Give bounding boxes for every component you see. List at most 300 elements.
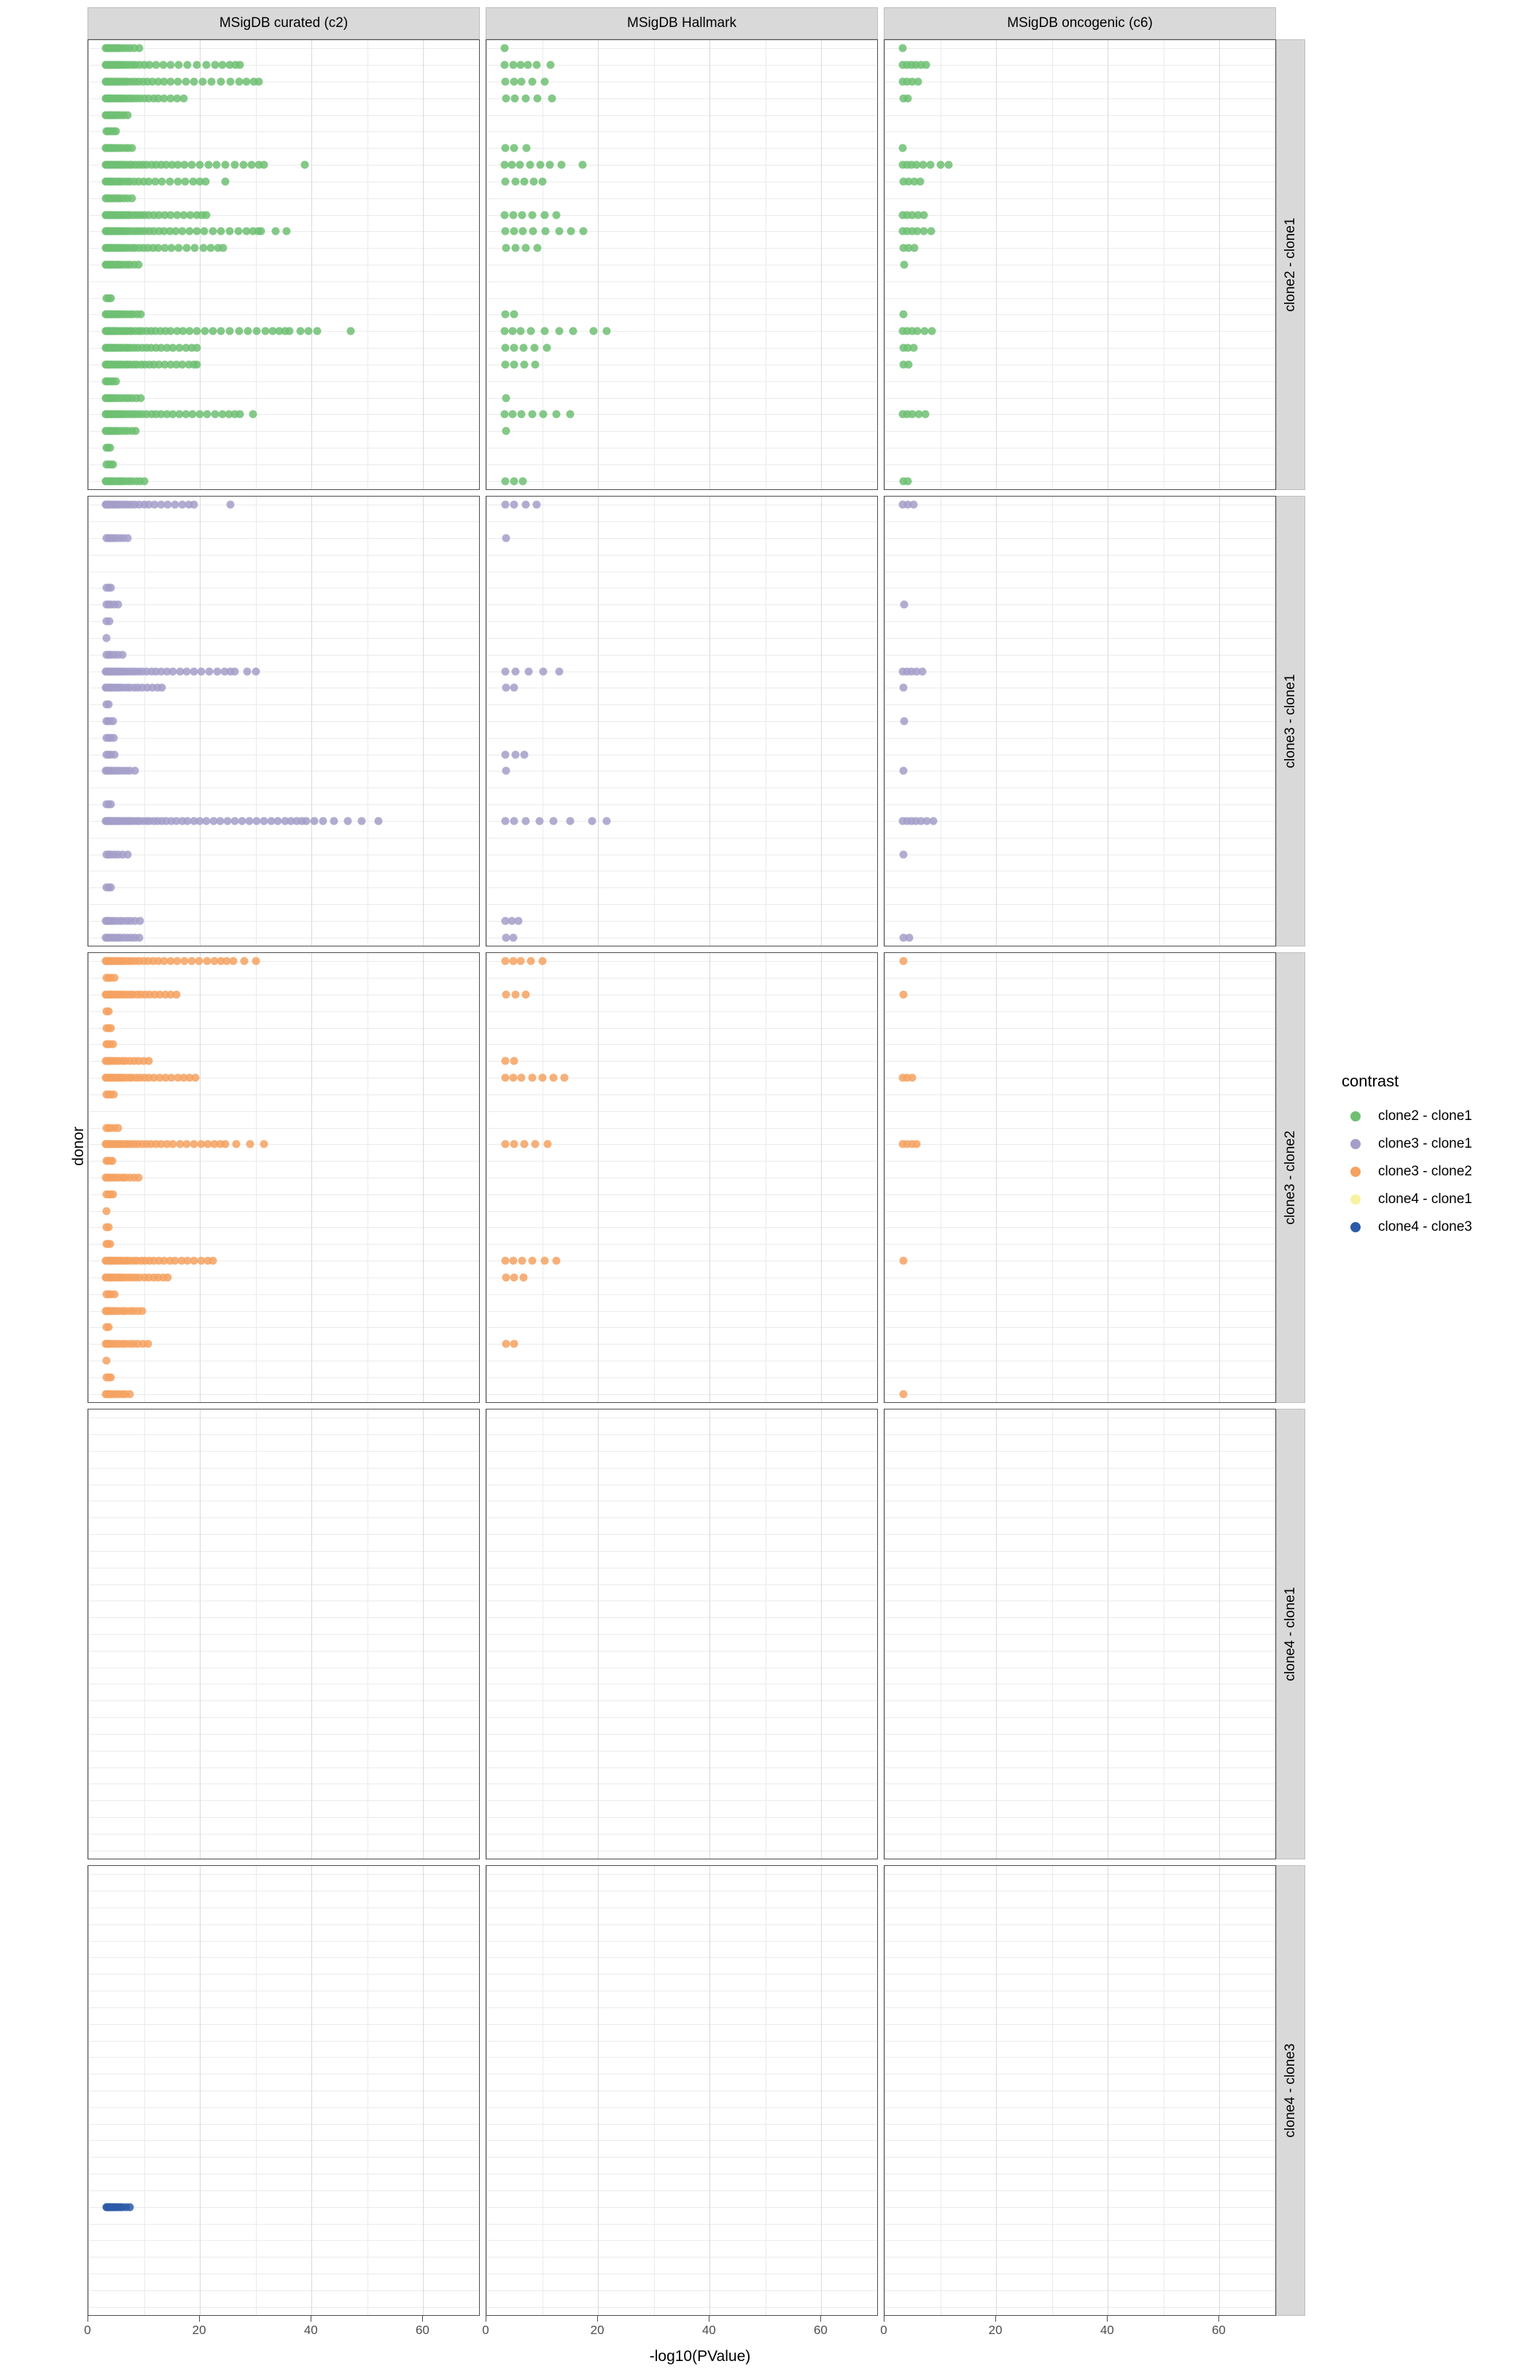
gridline-horizontal (486, 148, 877, 149)
gridline-vertical (486, 40, 487, 489)
gridline-horizontal (88, 1094, 479, 1095)
gridline-horizontal (88, 1028, 479, 1029)
gridline-horizontal (884, 1244, 1275, 1245)
gridline-horizontal (884, 2290, 1275, 2291)
data-point (202, 61, 210, 69)
gridline-vertical (200, 40, 201, 489)
x-axis-tick-label: 60 (1211, 2323, 1226, 2337)
gridline-horizontal (884, 838, 1275, 839)
facet-row-label (1276, 39, 1305, 490)
gridline-horizontal (88, 1161, 479, 1162)
gridline-horizontal (486, 1161, 877, 1162)
data-point (529, 228, 537, 236)
gridline-horizontal (88, 398, 479, 399)
data-point (900, 1257, 908, 1265)
data-point (919, 211, 928, 219)
gridline-horizontal (486, 1534, 877, 1535)
gridline-horizontal (884, 1394, 1275, 1395)
legend-key (1342, 1186, 1369, 1213)
gridline-vertical (542, 497, 543, 946)
data-point (226, 327, 234, 335)
legend-item[interactable] (1342, 1130, 1524, 1158)
gridline-horizontal (884, 2157, 1275, 2158)
x-axis-tick-label: 0 (880, 2323, 887, 2337)
gridline-horizontal (884, 2007, 1275, 2008)
data-point (527, 327, 535, 335)
facet-column-label: MSigDB oncogenic (c6) (884, 7, 1276, 39)
legend-item[interactable] (1342, 1186, 1524, 1213)
gridline-horizontal (88, 704, 479, 705)
data-point (254, 78, 262, 86)
data-point (135, 44, 143, 52)
data-point (528, 1257, 536, 1265)
gridline-horizontal (486, 1111, 877, 1112)
gridline-horizontal (884, 2107, 1275, 2108)
gridline-horizontal (88, 1584, 479, 1585)
gridline-horizontal (88, 1617, 479, 1618)
gridline-horizontal (486, 1551, 877, 1552)
facet-row (88, 1409, 1312, 1859)
gridline-horizontal (486, 604, 877, 605)
gridline-horizontal (884, 961, 1275, 962)
data-point (521, 177, 529, 185)
gridline-horizontal (88, 2290, 479, 2291)
data-point (375, 817, 383, 825)
gridline-horizontal (88, 314, 479, 315)
gridline-vertical (709, 1866, 710, 2315)
gridline-horizontal (884, 1517, 1275, 1518)
gridline-vertical (877, 40, 878, 489)
gridline-horizontal (884, 2224, 1275, 2225)
gridline-horizontal (884, 655, 1275, 656)
legend-dot-icon (1350, 1222, 1361, 1232)
legend-key (1342, 1102, 1369, 1130)
data-point (602, 327, 610, 335)
gridline-horizontal (486, 1834, 877, 1835)
data-point (528, 211, 536, 219)
data-point (541, 1257, 549, 1265)
gridline-vertical (200, 497, 201, 946)
facet-row (88, 1865, 1312, 2316)
data-point (502, 991, 510, 999)
data-point (209, 228, 217, 236)
gridline-horizontal (884, 1734, 1275, 1735)
gridline-horizontal (486, 1211, 877, 1212)
data-point (271, 228, 279, 236)
gridline-vertical (996, 1866, 997, 2315)
gridline-horizontal (884, 1227, 1275, 1228)
data-point (125, 2203, 133, 2211)
gridline-horizontal (884, 1377, 1275, 1378)
data-point (190, 78, 198, 86)
data-point (282, 228, 290, 236)
gridline-horizontal (88, 887, 479, 888)
gridline-horizontal (884, 98, 1275, 99)
gridline-horizontal (884, 921, 1275, 922)
data-point (139, 1307, 147, 1315)
data-point (509, 61, 517, 69)
gridline-horizontal (884, 555, 1275, 556)
data-point (206, 667, 214, 675)
gridline-horizontal (884, 331, 1275, 332)
facet-row (88, 952, 1312, 1403)
data-point (590, 327, 598, 335)
legend-item[interactable] (1342, 1158, 1524, 1186)
data-point (107, 801, 115, 809)
gridline-vertical (821, 1866, 822, 2315)
gridline-vertical (1052, 1866, 1053, 2315)
data-point (518, 78, 526, 86)
legend-label: clone4 - clone3 (1378, 1219, 1472, 1234)
gridline-horizontal (88, 2140, 479, 2141)
gridline-horizontal (486, 1874, 877, 1875)
gridline-horizontal (884, 1344, 1275, 1345)
data-point (904, 94, 912, 102)
gridline-horizontal (88, 655, 479, 656)
gridline-horizontal (884, 1194, 1275, 1195)
gridline-horizontal (486, 1617, 877, 1618)
data-point (230, 957, 238, 965)
facet-panel (884, 952, 1276, 1403)
data-point (136, 933, 144, 941)
data-point (518, 477, 526, 485)
gridline-horizontal (486, 2224, 877, 2225)
data-point (502, 767, 510, 775)
data-point (107, 1024, 115, 1032)
data-point (502, 817, 510, 825)
gridline-vertical (88, 1409, 89, 1859)
gridline-horizontal (884, 721, 1275, 722)
gridline-horizontal (88, 921, 479, 922)
gridline-horizontal (884, 2041, 1275, 2042)
gridline-horizontal (884, 414, 1275, 415)
gridline-horizontal (88, 1534, 479, 1535)
data-point (913, 1140, 921, 1148)
data-point (540, 211, 548, 219)
gridline-horizontal (884, 804, 1275, 805)
x-axis-tick-label: 0 (84, 2323, 91, 2337)
data-point (508, 161, 516, 169)
data-point (199, 244, 207, 252)
gridline-horizontal (486, 1194, 877, 1195)
data-point (119, 650, 127, 658)
data-point (900, 601, 908, 609)
gridline-horizontal (88, 431, 479, 432)
facet-row (88, 496, 1312, 946)
gridline-vertical (709, 497, 710, 946)
data-point (542, 228, 550, 236)
data-point (500, 44, 508, 52)
data-point (131, 767, 139, 775)
gridline-vertical (479, 497, 480, 946)
data-point (193, 360, 201, 368)
gridline-vertical (479, 1409, 480, 1859)
gridline-horizontal (486, 115, 877, 116)
gridline-vertical (256, 40, 257, 489)
data-point (158, 684, 166, 692)
data-point (936, 161, 944, 169)
data-point (203, 411, 211, 419)
data-point (526, 161, 534, 169)
data-point (302, 817, 310, 825)
data-point (109, 1190, 117, 1198)
data-point (502, 177, 510, 185)
data-point (521, 817, 529, 825)
gridline-horizontal (88, 1311, 479, 1312)
data-point (511, 667, 519, 675)
legend-item[interactable] (1342, 1213, 1524, 1241)
data-point (508, 327, 516, 335)
data-point (319, 817, 327, 825)
gridline-vertical (884, 497, 885, 946)
data-point (501, 211, 509, 219)
gridline-horizontal (88, 1974, 479, 1975)
gridline-vertical (88, 953, 89, 1402)
facet-panel (88, 496, 480, 946)
data-point (358, 817, 366, 825)
gridline-horizontal (486, 2107, 877, 2108)
gridline-horizontal (486, 721, 877, 722)
x-axis-tick-mark (422, 2316, 423, 2322)
gridline-horizontal (884, 1211, 1275, 1212)
gridline-vertical (821, 40, 822, 489)
data-point (900, 718, 908, 726)
gridline-vertical (311, 40, 312, 489)
facet-row-label (1276, 1409, 1305, 1859)
gridline-horizontal (88, 2224, 479, 2225)
data-point (501, 61, 509, 69)
data-point (260, 161, 268, 169)
data-point (510, 344, 518, 352)
data-point (175, 61, 183, 69)
data-point (231, 667, 239, 675)
data-point (552, 1257, 560, 1265)
gridline-vertical (709, 1409, 710, 1859)
gridline-horizontal (884, 1834, 1275, 1835)
facet-row-label-text: clone4 - clone3 (1283, 2043, 1298, 2138)
data-point (518, 411, 526, 419)
gridline-horizontal (884, 604, 1275, 605)
gridline-horizontal (486, 2240, 877, 2241)
gridline-horizontal (88, 538, 479, 539)
gridline-horizontal (486, 2190, 877, 2191)
data-point (516, 161, 524, 169)
facet-panel (486, 952, 878, 1403)
x-axis (880, 2316, 1276, 2341)
data-point (226, 228, 234, 236)
gridline-horizontal (88, 838, 479, 839)
data-point (502, 311, 510, 319)
facet-row-label (1276, 1865, 1305, 2316)
data-point (502, 684, 510, 692)
facet-panel (884, 496, 1276, 946)
gridline-vertical (311, 1866, 312, 2315)
data-point (190, 667, 198, 675)
gridline-horizontal (486, 2124, 877, 2125)
data-point (128, 194, 136, 202)
gridline-horizontal (88, 1700, 479, 1701)
data-point (164, 1273, 172, 1281)
data-point (900, 1390, 908, 1398)
gridline-vertical (423, 497, 424, 946)
legend-key (1342, 1158, 1369, 1186)
legend-key (1342, 1213, 1369, 1241)
data-point (510, 1057, 518, 1065)
gridline-vertical (996, 1409, 997, 1859)
gridline-horizontal (486, 1957, 877, 1958)
data-point (558, 161, 566, 169)
data-point (510, 78, 518, 86)
data-point (544, 1140, 552, 1148)
data-point (518, 211, 526, 219)
gridline-horizontal (486, 2307, 877, 2308)
data-point (502, 1340, 510, 1348)
data-point (244, 327, 252, 335)
data-point (515, 917, 523, 925)
data-point (510, 477, 518, 485)
gridline-horizontal (486, 281, 877, 282)
data-point (502, 667, 510, 675)
gridline-horizontal (884, 1874, 1275, 1875)
data-point (106, 1373, 114, 1381)
data-point (536, 161, 544, 169)
data-point (109, 718, 117, 726)
gridline-vertical (877, 497, 878, 946)
gridline-vertical (479, 1866, 480, 2315)
data-point (110, 1290, 118, 1298)
data-point (502, 1257, 510, 1265)
gridline-vertical (598, 1409, 599, 1859)
gridline-vertical (598, 953, 599, 1402)
data-point (204, 161, 212, 169)
gridline-horizontal (486, 538, 877, 539)
data-point (144, 1340, 152, 1348)
gridline-horizontal (88, 721, 479, 722)
data-point (922, 61, 930, 69)
facet-panel (486, 39, 878, 490)
gridline-horizontal (486, 1028, 877, 1029)
gridline-vertical (1219, 1409, 1220, 1859)
gridline-horizontal (486, 1244, 877, 1245)
facet-panel (88, 39, 480, 490)
gridline-vertical (996, 953, 997, 1402)
gridline-vertical (423, 1866, 424, 2315)
data-point (239, 161, 247, 169)
gridline-vertical (654, 953, 655, 1402)
data-point (532, 61, 540, 69)
data-point (541, 327, 549, 335)
gridline-vertical (654, 497, 655, 946)
gridline-vertical (311, 497, 312, 946)
data-point (213, 161, 221, 169)
gridline-horizontal (88, 1111, 479, 1112)
gridline-horizontal (486, 1634, 877, 1635)
data-point (191, 244, 199, 252)
gridline-vertical (884, 1866, 885, 2315)
data-point (566, 411, 574, 419)
gridline-horizontal (88, 1434, 479, 1435)
gridline-horizontal (486, 838, 877, 839)
data-point (528, 1074, 536, 1082)
gridline-horizontal (884, 298, 1275, 299)
gridline-vertical (479, 40, 480, 489)
data-point (525, 667, 533, 675)
gridline-horizontal (486, 1451, 877, 1452)
data-point (174, 177, 182, 185)
data-point (502, 501, 510, 509)
data-point (217, 327, 225, 335)
data-point (502, 144, 510, 152)
gridline-horizontal (486, 1044, 877, 1045)
gridline-horizontal (884, 1094, 1275, 1095)
gridline-horizontal (486, 821, 877, 822)
legend-label: clone2 - clone1 (1378, 1108, 1472, 1124)
gridline-horizontal (486, 464, 877, 465)
data-point (260, 1140, 268, 1148)
data-point (219, 244, 227, 252)
gridline-vertical (144, 1409, 145, 1859)
gridline-horizontal (88, 2307, 479, 2308)
facet-column-label: MSigDB Hallmark (486, 7, 878, 39)
data-point (502, 1140, 510, 1148)
gridline-horizontal (884, 1061, 1275, 1062)
data-point (549, 1074, 557, 1082)
data-point (232, 1140, 240, 1148)
data-point (900, 311, 908, 319)
gridline-vertical (821, 953, 822, 1402)
data-point (125, 1390, 133, 1398)
gridline-horizontal (486, 1974, 877, 1975)
gridline-horizontal (486, 1377, 877, 1378)
data-point (580, 228, 588, 236)
gridline-horizontal (88, 2124, 479, 2125)
x-axis-tick-label: 40 (701, 2323, 716, 2337)
gridline-horizontal (88, 198, 479, 199)
gridline-horizontal (88, 1468, 479, 1469)
panel-grid (84, 7, 1312, 2337)
gridline-horizontal (486, 1584, 877, 1585)
gridline-vertical (1052, 953, 1053, 1402)
data-point (110, 974, 118, 982)
data-point (285, 327, 293, 335)
data-point (107, 884, 115, 892)
gridline-horizontal (486, 887, 877, 888)
data-point (109, 1041, 117, 1049)
legend-item[interactable] (1342, 1102, 1524, 1130)
data-point (311, 817, 319, 825)
data-point (209, 1257, 217, 1265)
gridline-vertical (1219, 40, 1220, 489)
gridline-horizontal (486, 48, 877, 49)
data-point (510, 228, 518, 236)
data-point (174, 78, 182, 86)
gridline-vertical (1052, 497, 1053, 946)
gridline-horizontal (88, 1941, 479, 1942)
data-point (509, 1074, 517, 1082)
data-point (542, 344, 551, 352)
gridline-horizontal (884, 704, 1275, 705)
gridline-horizontal (486, 1094, 877, 1095)
gridline-horizontal (884, 348, 1275, 349)
data-point (908, 1074, 916, 1082)
facet-row-label-text: clone2 - clone1 (1283, 217, 1298, 312)
data-point (521, 991, 529, 999)
data-point (502, 534, 510, 542)
data-point (569, 327, 577, 335)
gridline-vertical (311, 953, 312, 1402)
gridline-horizontal (486, 621, 877, 622)
gridline-horizontal (884, 481, 1275, 482)
